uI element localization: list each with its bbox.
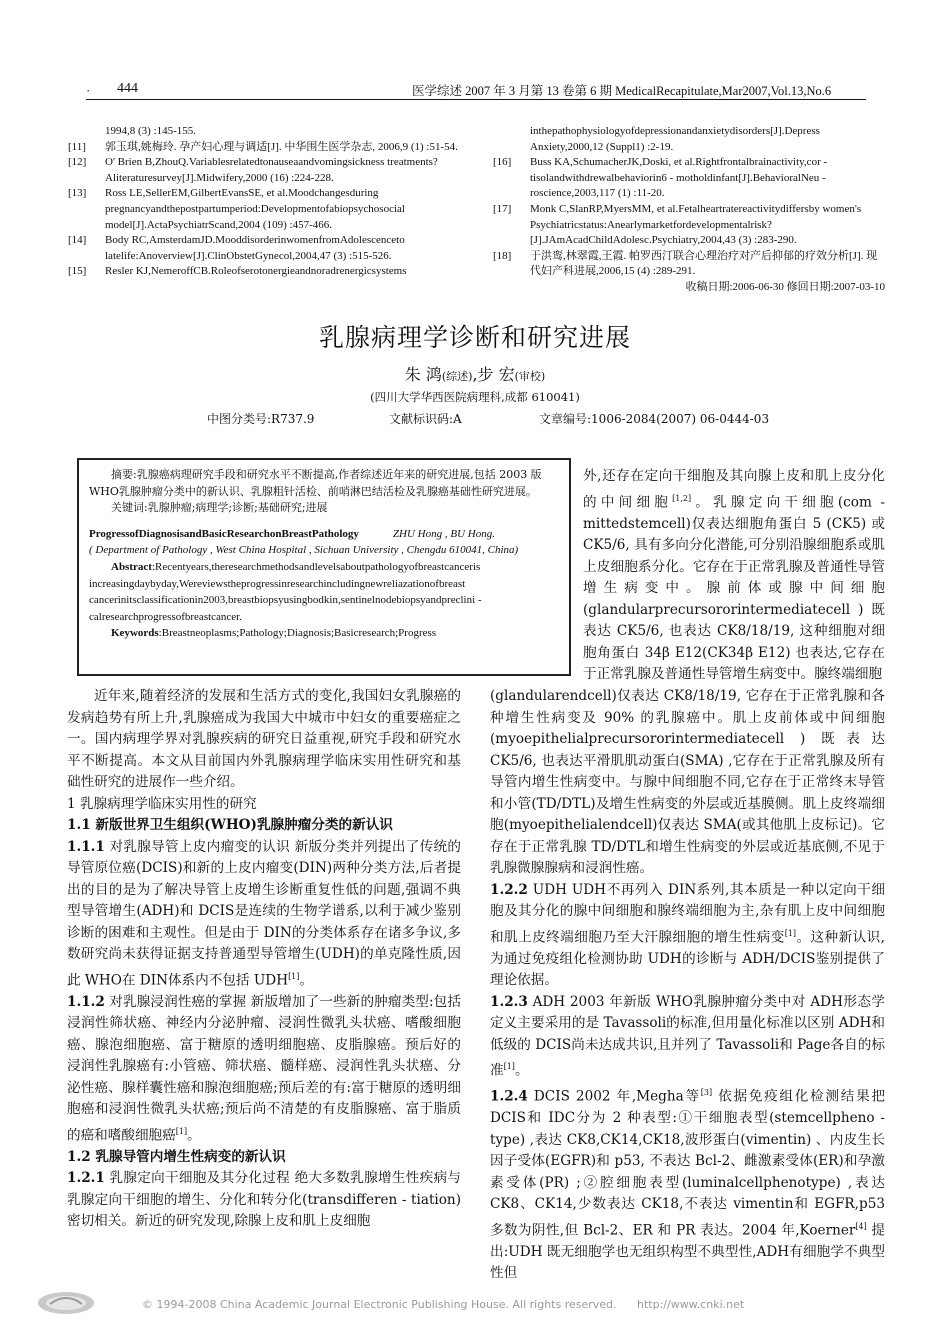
- reference-item: [14] Body RC,AmsterdamJD.MooddisorderinwomenfromAdolescenceto latelife:Anoverview[J].ClinObstetGynecol,2004,47 (3) :515-526.: [68, 234, 405, 262]
- chinese-keywords: 关键词:乳腺肿瘤;病理学;诊断;基础研究;进展: [111, 501, 328, 515]
- body-left-column: [67, 686, 461, 1233]
- reference-item: [13] Ross LE,SellerEM,GilbertEvansSE, et al.Moodchangesduring pregnancyandthepostpartumperiod:Developmentofabiopsychosocial model[J].ActaPsychiatrScand,2004 (109) :457-466.: [68, 187, 405, 231]
- page-number: 444: [117, 81, 138, 96]
- reference-item: [17] Monk C,SlanRP,MyersMM, et al.Fetalheartratereactivitydiffersby women's Psychiatricstatus:Anearlymarketfordevelopmentalrisk? [J].JAmAcadChildAdolesc.Psychiatry,2004,43 (3) :283-290.: [493, 202, 862, 247]
- article-title: 乳腺病理学诊断和研究进展: [318, 323, 631, 352]
- citation: [4]: [855, 1221, 867, 1231]
- chinese-abstract: 摘要:乳腺癌病理研究手段和研究水平不断提高,作者综述近年来的研究进展,包括 2003 版 WHO乳腺肿瘤分类中的新认识、乳腺粗针活检、前哨淋巴结活检及乳腺癌基础性研究进展。: [89, 468, 542, 498]
- author-role: (审校): [514, 370, 546, 383]
- english-abstract: Abstract:Recentyears,theresearchmethodsandlevelsaboutpathologyofbreastcanceris increasingdaybyday,Wereviewstheprogressinresearchincludingnewreliazationofbreast cancerinitsclassificationin2003,breastbiopsyusingbodkin,sentinelnodebiopsyandpreclini - calresearchprogressofbreastcancer.: [89, 560, 482, 623]
- english-keywords: Keywords:Breastneoplasms;Pathology;Diagnosis;Basicresearch;Progress: [111, 627, 437, 640]
- section-heading-1-2: 1.2 乳腺导管内增生性病变的新认识: [67, 1148, 286, 1165]
- author-line: [0, 362, 950, 385]
- copyright-notice: © 1994-2008 China Academic Journal Electronic Publishing House. All rights reserved.: [142, 1298, 617, 1311]
- reference-item: [16] Buss KA,SchumacherJK,Doski, et al.Rightfrontalbrainactivity,cor - tisolandwithdrewalbehaviorin6 - motholdinfant[J].BehavioralNeu - roscience,2003,117 (1) :11-20.: [493, 156, 828, 200]
- header-dot: ·: [86, 83, 91, 98]
- author-name: 步 宏: [477, 365, 515, 384]
- section-1-2-3: 1.2.3 ADH 2003 年新版 WHO乳腺肿瘤分类中对 ADH形态学定义主要采用的是 Tavassoli的标准,但用量化标准以区别 ADH和低级的 DCIS尚未达成共识,且并列了 Tavassoli和 Page各自的标准[1]。: [490, 993, 885, 1079]
- section-1-2-1: 1.2.1 乳腺定向干细胞及其分化过程 绝大多数乳腺增生性疾病与乳腺定向干细胞的增生、分化和转分化(transdifferen - tiation)密切相关。新近的研究发现,除腺上皮和肌上皮细胞: [67, 1170, 461, 1230]
- reference-item: [18] 于洪鸾,林翠霞,王霞. 帕罗西汀联合心理治疗对产后抑郁的疗效分析[J]. 现代妇产科进展,2006,15 (4) :289-291.: [493, 249, 878, 278]
- body-right-column: [490, 686, 885, 1285]
- reference-item: 1994,8 (3) :145-155.: [105, 125, 197, 137]
- journal-running-head: 医学综述 2007 年 3 月第 13 卷第 6 期 MedicalRecapitulate,Mar2007,Vol.13,No.6: [412, 84, 832, 98]
- citation: [1,2]: [672, 493, 692, 503]
- citation: [1]: [288, 971, 300, 981]
- section-heading-1-1: 1.1 新版世界卫生组织(WHO)乳腺肿瘤分类的新认识: [67, 817, 393, 833]
- author-name: 朱 鸿: [404, 365, 442, 384]
- document-code: 文献标识码:A: [389, 412, 462, 426]
- author-role: (综述): [441, 370, 473, 383]
- reference-item: inthepathophysiologyofdepressionandanxietydisorders[J].Depress Anxiety,2000,12 (Suppl1) :2-19.: [530, 125, 820, 153]
- english-authors: ZHU Hong , BU Hong.: [392, 527, 495, 540]
- english-affiliation: ( Department of Pathology , West China Hospital , Sichuan University , Chengdu 610041, China): [89, 544, 519, 557]
- header-rule: [86, 99, 866, 100]
- intro-paragraph: 近年来,随着经济的发展和生活方式的变化,我国妇女乳腺癌的发病趋势有所上升,乳腺癌成为我国大中城市中妇女的重要癌症之一。国内病理学界对乳腺疾病的研究日益重视,研究手段和研究水平不断提高。本文从目前国内外乳腺病理学临床实用性研究和基础性研究的进展作一些介绍。: [67, 688, 461, 790]
- body-right-top: [583, 466, 885, 686]
- body-paragraph: 外,还存在定向干细胞及其向腺上皮和肌上皮分化的中间细胞[1,2]。乳腺定向干细胞(com - mittedstemcell)仅表达细胞角蛋白 5 (CK5) 或 CK5/6, 具有多向分化潜能,可分别沿腺细胞系或肌上皮细胞系分化。它存在于正常乳腺及普通性导管增生病变中。腺前体或腺中间细胞 (glandularprecursororintermediatecell ) 既表达 CK5/6, 也表达 CK8/18/19, 这种细胞对细胞角蛋白 34β E12(CK34β E12) 也表达,它存在于正常乳腺及普通性导管增生病变中。腺终端细胞: [583, 468, 886, 683]
- author-separator: ,: [472, 365, 478, 384]
- section-heading-1: 1 乳腺病理学临床实用性的研究: [67, 795, 257, 812]
- english-title: ProgressofDiagnosisandBasicResearchonBreastPathology ZHU Hong , BU Hong.: [89, 527, 495, 540]
- section-1-2-2: 1.2.2 UDH UDH不再列入 DIN系列,其本质是一种以定向干细胞及其分化的腺中间细胞和腺终端细胞为主,杂有肌上皮中间细胞和肌上皮终端细胞乃至大汗腺细胞的增生性病变[1]。这种新认识,为通过免疫组化检测协助 UDH的诊断与 ADH/DCIS鉴别提供了理论依据。: [490, 881, 886, 989]
- references-right-column: [493, 124, 885, 296]
- section-1-1-2: 1.1.2 对乳腺浸润性癌的掌握 新版增加了一些新的肿瘤类型:包括浸润性筛状癌、神经内分泌肿瘤、浸润性微乳头状癌、嗜酸细胞癌、腺泡细胞癌、富于糖原的透明细胞癌、皮脂腺癌。预后好的浸润性乳腺癌有:小管癌、筛状癌、髓样癌、浸润性乳头状癌、分泌性癌、腺样囊性癌和腺泡细胞癌;预后差的有:富于糖原的透明细胞癌和浸润性微乳头状癌;预后尚不清楚的有皮脂腺癌、富于脂质的癌和嗜酸细胞癌[1]。: [67, 993, 461, 1144]
- section-1-2-4: 1.2.4 DCIS 2002 年,Megha等[3] 依据免疫组化检测结果把 DCIS和 IDC分为 2 种表型:①干细胞表型(stemcellpheno - type) ,表达 CK8,CK14,CK18,波形蛋白(vimentin) 、内皮生长因子受体(EGFR)和 p53, 不表达 Bcl-2、雌激素受体(ER)和孕激素受体(PR) ;②腔细胞表型(luminalcellphenotype) ,表达 CK8、CK14,少数表达 CK18,不表达 vimentin和 EGFR,p53 多数为阴性,但 Bcl-2、ER 和 PR 表达。2004 年,Koerner[4] 提出:UDH 既无细胞学也无组织构型不典型性,ADH有细胞学不典型性但: [490, 1088, 885, 1282]
- footer: [36, 1290, 916, 1320]
- reference-item: [11] 郭玉琪,姚梅玲. 孕产妇心理与调适[J]. 中华围生医学杂志, 2006,9 (1) :51-54.: [68, 140, 458, 153]
- citation: [3]: [700, 1088, 713, 1098]
- section-1-1-1: 1.1.1 对乳腺导管上皮内瘤变的认识 新版分类并列提出了传统的导管原位癌(DCIS)和新的上皮内瘤变(DIN)两种分类方法,后者提出的目的是为了解决导管上皮增生诊断重复性低的问题,强调不典型导管增生(ADH)和 DCIS是连续的生物学谱系,以利于减少鉴别诊断的困难和主观性。但是由于 DIN的分类体系存在诸多争议,多数研究尚未获得证据支持普通型导管增生(UDH)的单克隆性质,因此 WHO在 DIN体系内不包括 UDH[1]。: [67, 838, 461, 989]
- body-paragraph: (glandularendcell)仅表达 CK8/18/19, 它存在于正常乳腺和各种增生性病变及 90% 的乳腺癌中。肌上皮前体或中间细胞 (myoepithelialprecursororintermediatecell ) 既表达 CK5/6, 也表达平滑肌肌动蛋白(SMA) ,它存在于正常乳腺及所有导管内增生性病变中。与腺中间细胞不同,它存在于正常终末导管和小管(TD/DTL)及增生性病变的外层或近基膜侧。肌上皮终端细胞(myoepithelialendcell)仅表达 SMA(或其他肌上皮标记)。它存在于正常乳腺 TD/DTL和增生性病变的外层或近基底侧,不见于乳腺微腺腺病和浸润性癌。: [490, 688, 885, 876]
- references-left-column: [68, 124, 460, 280]
- abstract-box: [77, 458, 571, 676]
- footer-url[interactable]: http://www.cnki.net: [637, 1298, 745, 1311]
- received-revised-dates: 收稿日期:2006-06-30 修回日期:2007-03-10: [685, 280, 885, 293]
- article-number: 文章编号:1006-2084(2007) 06-0444-03: [539, 412, 770, 426]
- citation: [1]: [503, 1062, 515, 1072]
- reference-item: [15] Resler KJ,NemeroffCB.Roleofserotonergieandnoradrenergicsystems: [68, 265, 407, 278]
- citation: [1]: [784, 928, 797, 938]
- citation: [1]: [175, 1126, 188, 1136]
- reference-item: [12] O' Brien B,ZhouQ.Variablesrelatedtonauseaandvomingsickness treatments?Aliteraturesurvey[J].Midwifery,2000 (16) :224-228.: [68, 156, 438, 184]
- clc-number: 中图分类号:R737.9: [207, 412, 315, 426]
- affiliation: (四川大学华西医院病理科,成都 610041): [370, 390, 580, 404]
- cnki-logo-icon: [36, 1290, 100, 1316]
